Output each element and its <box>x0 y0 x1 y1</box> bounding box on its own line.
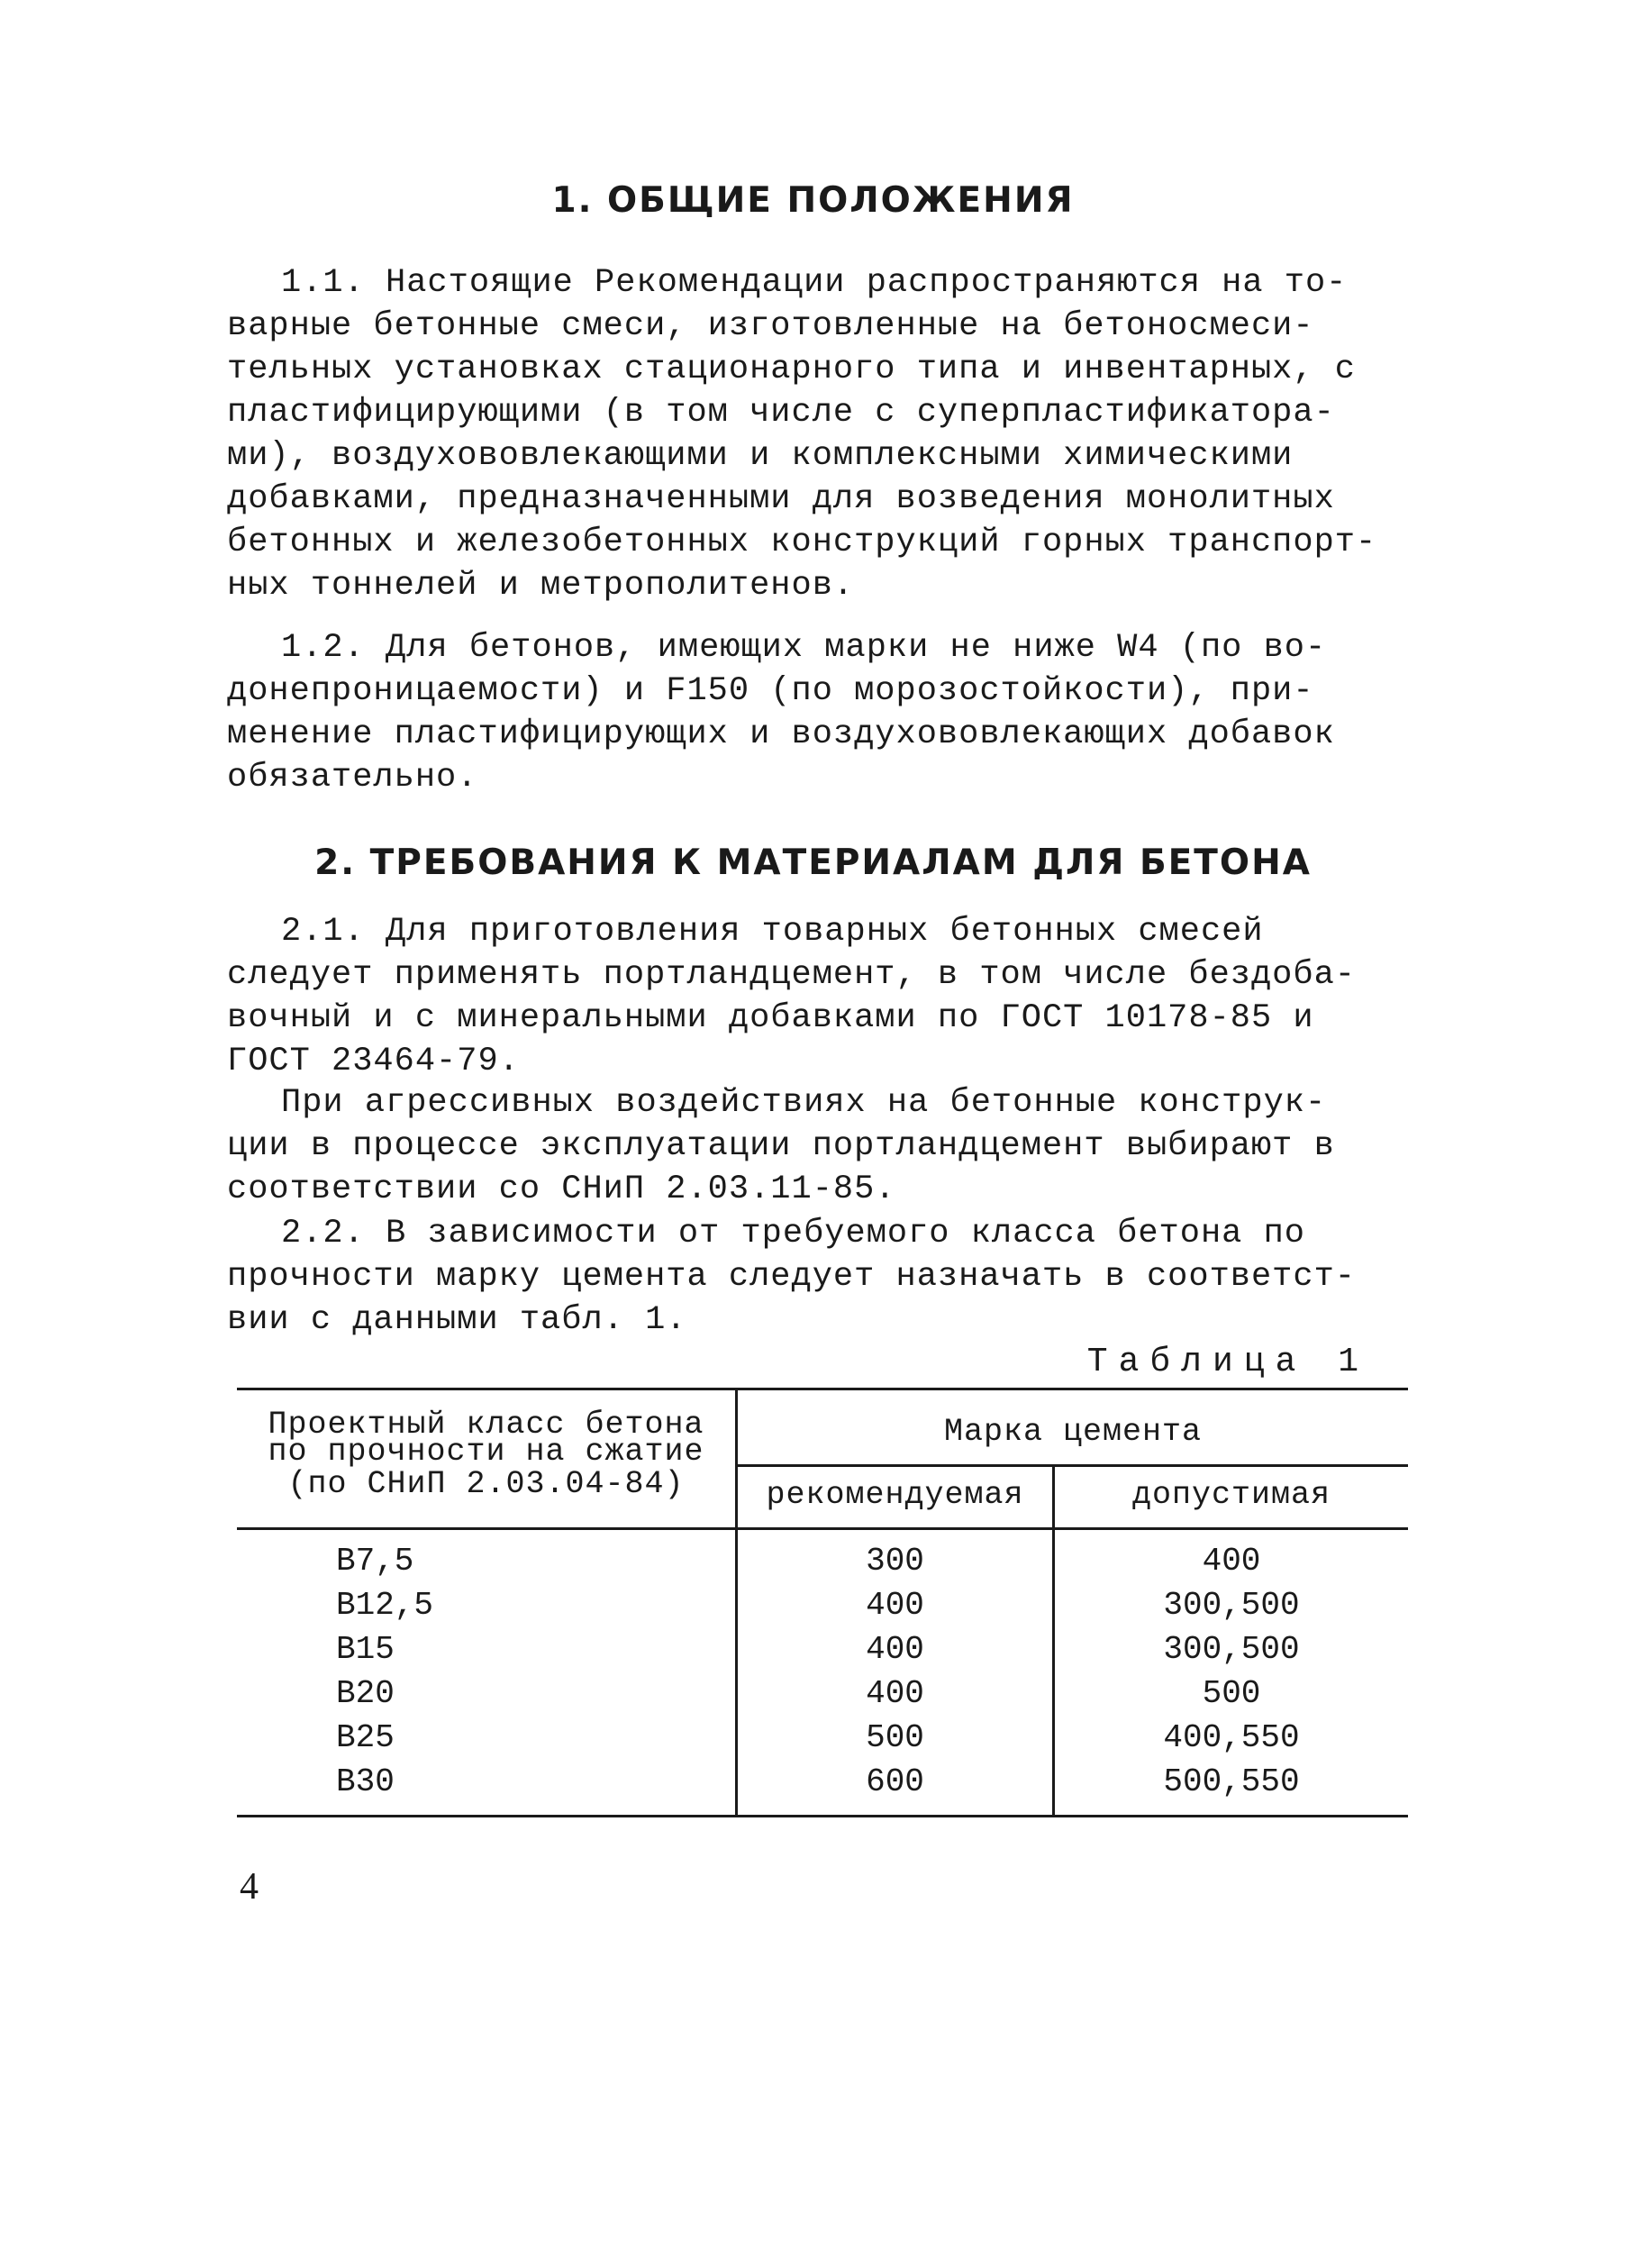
paragraph-1-2 <box>227 626 1416 799</box>
table-group-rule <box>738 1464 1408 1467</box>
row-class: B25 <box>336 1719 395 1756</box>
paragraph-line: следует применять портландцемент, в том числе бездоба- <box>227 956 1356 994</box>
row-recommended: 600 <box>866 1763 924 1800</box>
header-class-line: Проектный класс бетона <box>268 1407 704 1443</box>
paragraph-line: варные бетонные смеси, изготовленные на бетоносмеси- <box>227 307 1314 345</box>
row-allowed: 500,550 <box>1163 1763 1300 1800</box>
table-top-rule <box>237 1388 1408 1390</box>
header-cement-grade: Марка цемента <box>943 1414 1203 1450</box>
page-number: 4 <box>240 1866 259 1908</box>
header-recommended: рекомендуемая <box>766 1477 1024 1513</box>
paragraph-line: вии с данными табл. 1. <box>227 1301 687 1339</box>
row-class: B15 <box>336 1631 395 1668</box>
paragraph-aggressive-impacts <box>227 1081 1416 1211</box>
row-allowed: 300,500 <box>1163 1631 1300 1668</box>
section-2-heading: 2. ТРЕБОВАНИЯ К МАТЕРИАЛАМ ДЛЯ БЕТОНА <box>314 843 1312 883</box>
paragraph-line: донепроницаемости) и F150 (по морозостойкости), при- <box>227 672 1314 710</box>
cement-grade-table <box>237 1388 1408 1820</box>
paragraph-line: менение пластифицирующих и воздухововлекающих добавок <box>227 715 1335 753</box>
paragraph-line: 1.1. Настоящие Рекомендации распространяются на то- <box>281 264 1348 302</box>
header-class-line: по прочности на сжатие <box>268 1434 704 1470</box>
row-class: B20 <box>336 1675 395 1712</box>
header-allowed: допустимая <box>1131 1477 1331 1513</box>
paragraph-line: вочный и с минеральными добавками по ГОСТ 10178-85 и <box>227 999 1314 1037</box>
paragraph-line: ции в процессе эксплуатации портландцемент выбирают в <box>227 1127 1335 1165</box>
paragraph-line: 1.2. Для бетонов, имеющих марки не ниже W4 (по во- <box>281 629 1327 667</box>
row-recommended: 400 <box>866 1631 924 1668</box>
section-1-heading: 1. ОБЩИЕ ПОЛОЖЕНИЯ <box>551 180 1075 221</box>
paragraph-line: ных тоннелей и метрополитенов. <box>227 567 855 605</box>
table-bottom-rule <box>237 1815 1408 1817</box>
header-class-line: (по СНиП 2.03.04-84) <box>287 1466 685 1502</box>
row-recommended: 300 <box>866 1543 924 1580</box>
row-allowed: 500 <box>1202 1675 1261 1712</box>
paragraph-1-1 <box>227 261 1416 607</box>
paragraph-line: 2.2. В зависимости от требуемого класса бетона по <box>281 1215 1305 1252</box>
table-caption: Таблица 1 <box>1086 1343 1369 1381</box>
paragraph-line: прочности марку цемента следует назначать в соответст- <box>227 1258 1356 1296</box>
paragraph-line: добавками, предназначенными для возведения монолитных <box>227 480 1335 518</box>
row-class: B7,5 <box>336 1543 414 1580</box>
paragraph-line: 2.1. Для приготовления товарных бетонных смесей <box>281 913 1264 951</box>
paragraph-line: ГОСТ 23464-79. <box>227 1043 520 1080</box>
paragraph-line: пластифицирующими (в том числе с суперпластификатора- <box>227 394 1335 432</box>
row-allowed: 400,550 <box>1163 1719 1300 1756</box>
row-recommended: 400 <box>866 1587 924 1624</box>
row-class: B12,5 <box>336 1587 434 1624</box>
paragraph-2-2 <box>227 1212 1416 1342</box>
paragraph-2-1 <box>227 910 1416 1083</box>
paragraph-line: бетонных и железобетонных конструкций горных транспорт- <box>227 524 1377 561</box>
row-recommended: 500 <box>866 1719 924 1756</box>
paragraph-line: обязательно. <box>227 759 478 797</box>
table-header-rule <box>237 1527 1408 1530</box>
paragraph-line: тельных установках стационарного типа и инвентарных, с <box>227 351 1356 388</box>
paragraph-line: соответствии со СНиП 2.03.11-85. <box>227 1170 896 1208</box>
row-allowed: 300,500 <box>1163 1587 1300 1624</box>
row-recommended: 400 <box>866 1675 924 1712</box>
row-allowed: 400 <box>1202 1543 1261 1580</box>
paragraph-line: При агрессивных воздействиях на бетонные конструк- <box>281 1084 1327 1122</box>
paragraph-line: ми), воздухововлекающими и комплексными химическими <box>227 437 1294 475</box>
row-class: B30 <box>336 1763 395 1800</box>
